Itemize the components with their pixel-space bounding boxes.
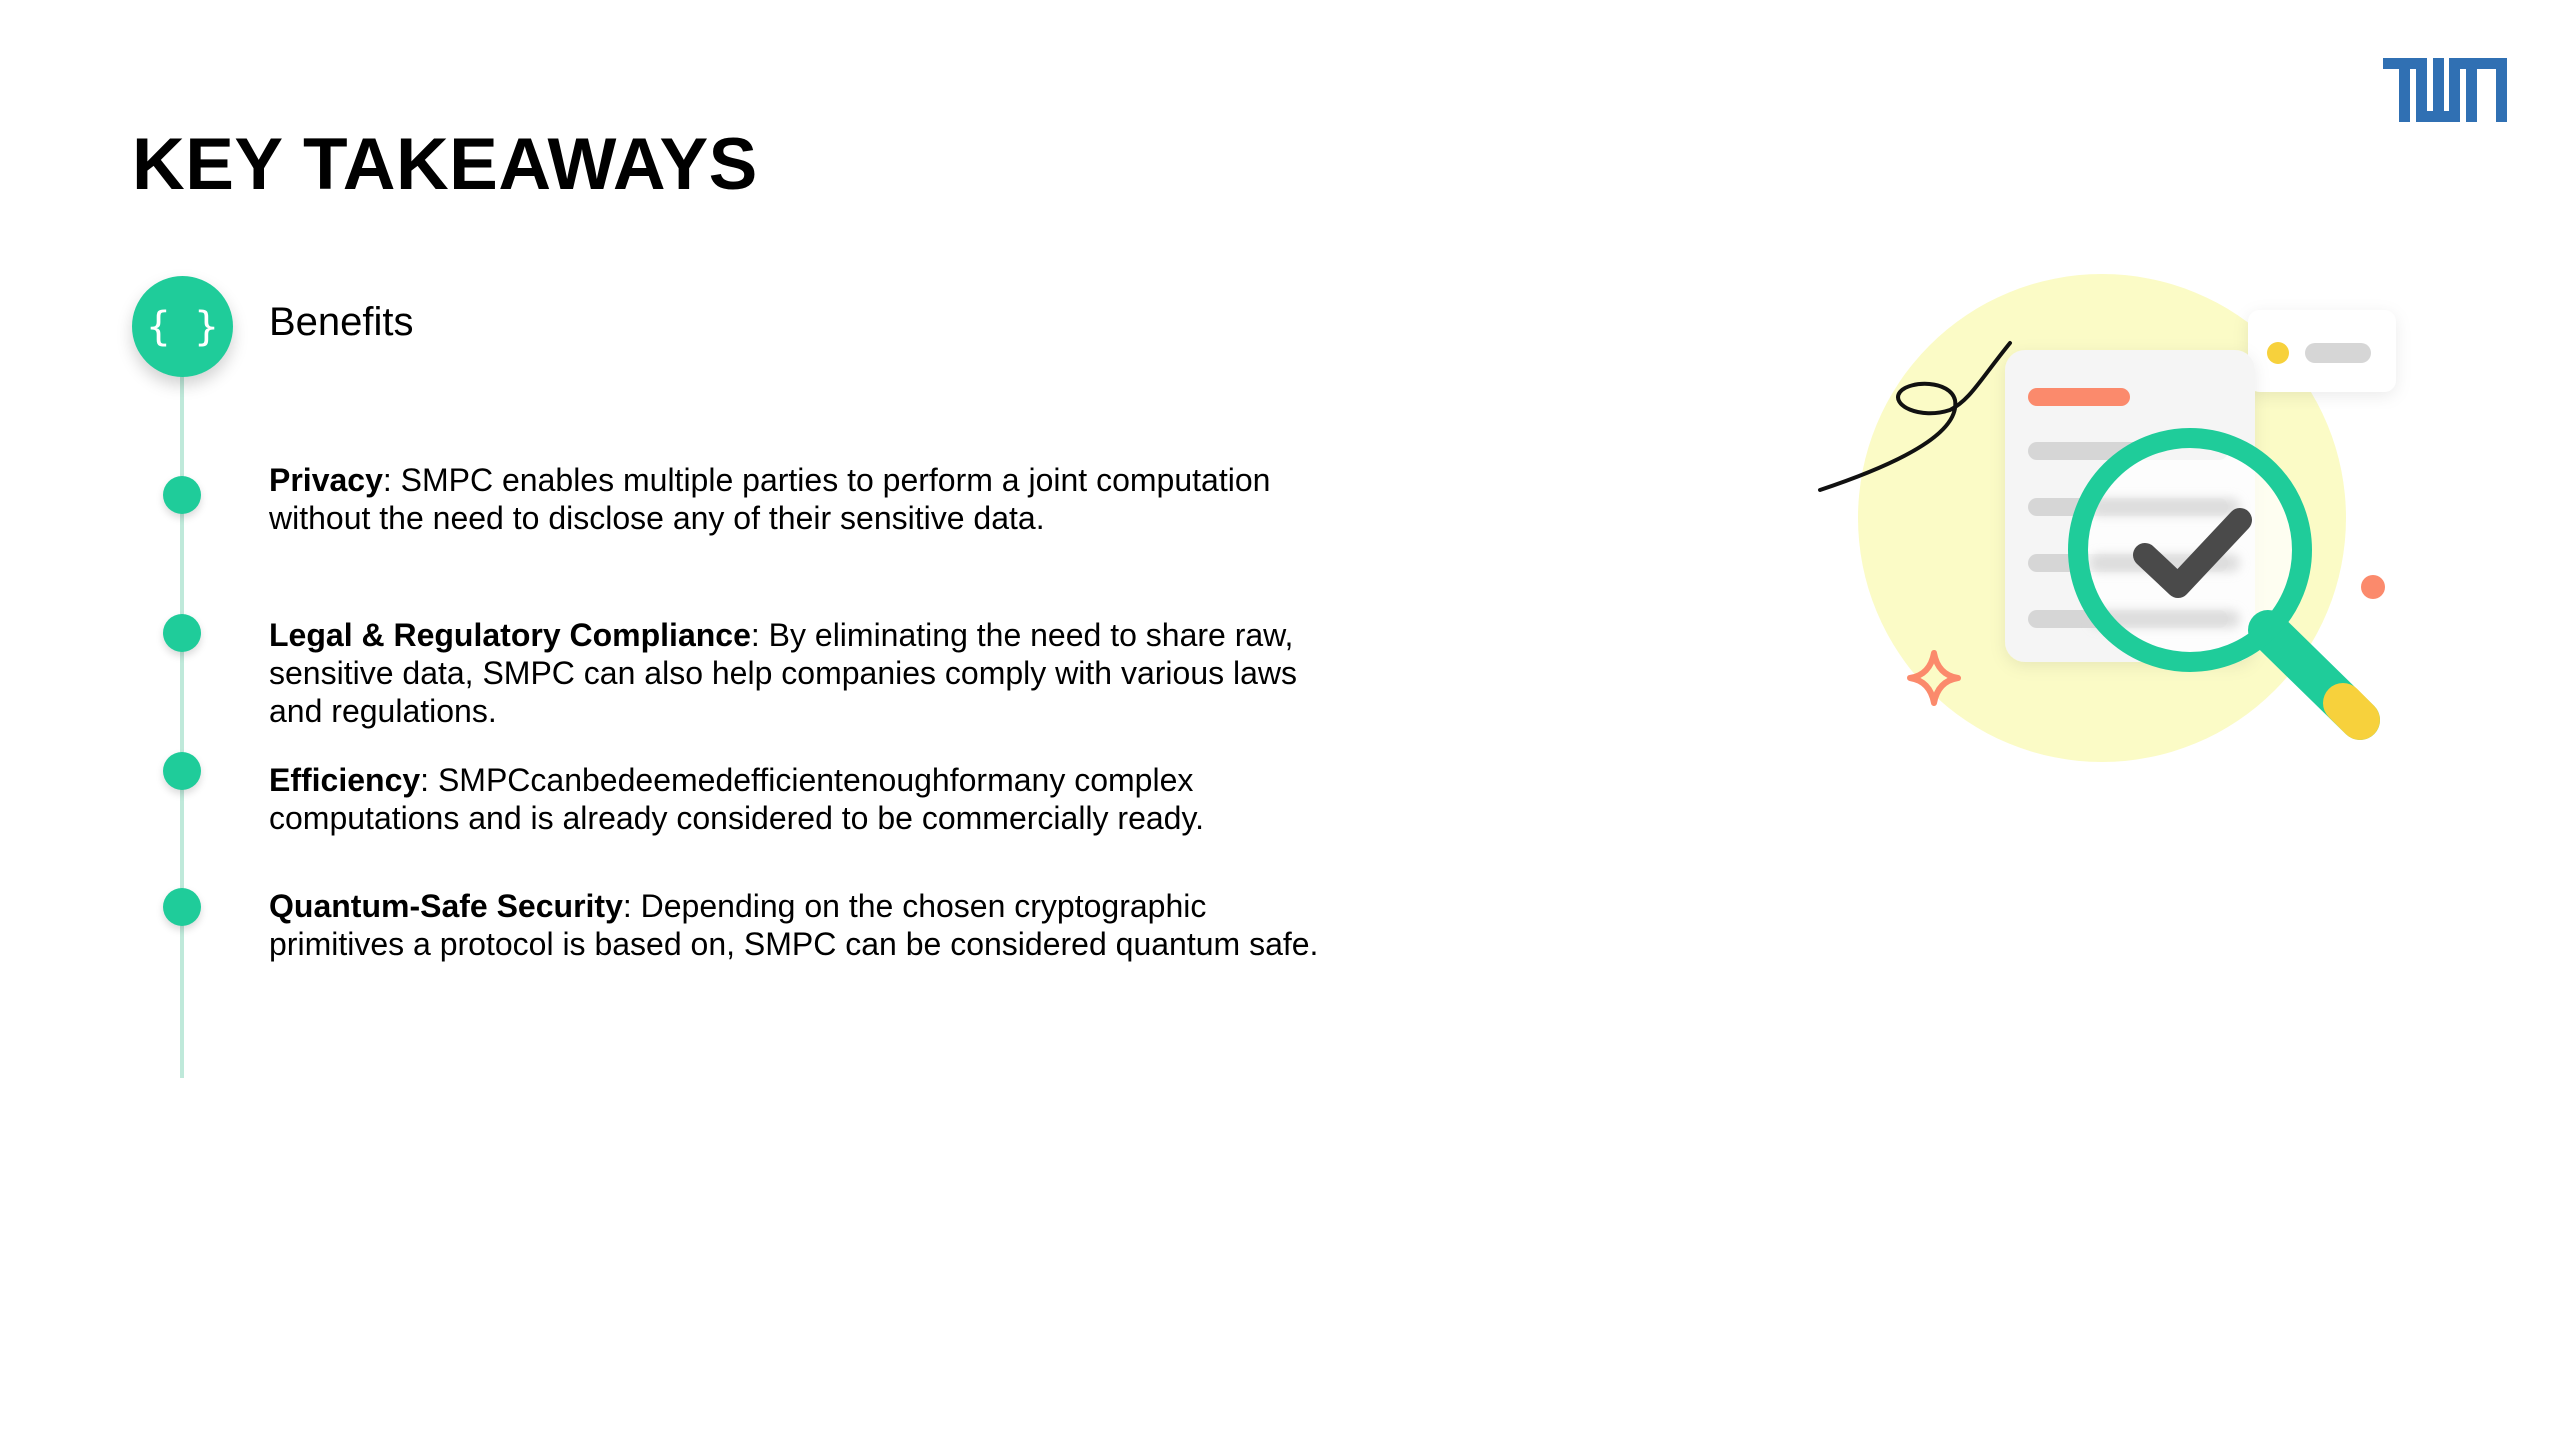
takeaway-item-compliance	[269, 616, 1329, 730]
takeaway-text: : SMPC enables multiple parties to perform a joint computation without the need to disclose any of their sensitive data.	[269, 462, 1271, 536]
timeline-dot	[163, 614, 201, 652]
takeaway-text: : Depending on the chosen cryptographic primitives a protocol is based on, SMPC can be considered quantum safe.	[269, 888, 1319, 962]
takeaway-item-privacy	[269, 461, 1329, 537]
magnifier-checkmark-illustration	[1800, 260, 2420, 780]
takeaway-text: : SMPCcanbedeemedefficientenoughformany complex computations and is already considered to be commercially ready.	[269, 762, 1204, 836]
takeaway-item-efficiency	[269, 761, 1309, 837]
section-heading: Benefits	[269, 300, 414, 344]
takeaway-term: Efficiency	[269, 762, 421, 798]
tum-logo	[2383, 58, 2507, 122]
timeline-dot	[163, 476, 201, 514]
timeline-dot	[163, 888, 201, 926]
timeline-dot	[163, 752, 201, 790]
page-title: KEY TAKEAWAYS	[132, 124, 758, 205]
takeaway-term: Legal & Regulatory Compliance	[269, 617, 751, 653]
takeaway-term: Quantum-Safe Security	[269, 888, 623, 924]
curly-braces-icon: { }	[132, 276, 233, 377]
takeaway-text: : By eliminating the need to share raw, sensitive data, SMPC can also help companies comply with various laws and regulations.	[269, 617, 1298, 729]
takeaway-item-quantum-safe	[269, 887, 1329, 963]
takeaway-term: Privacy	[269, 462, 383, 498]
